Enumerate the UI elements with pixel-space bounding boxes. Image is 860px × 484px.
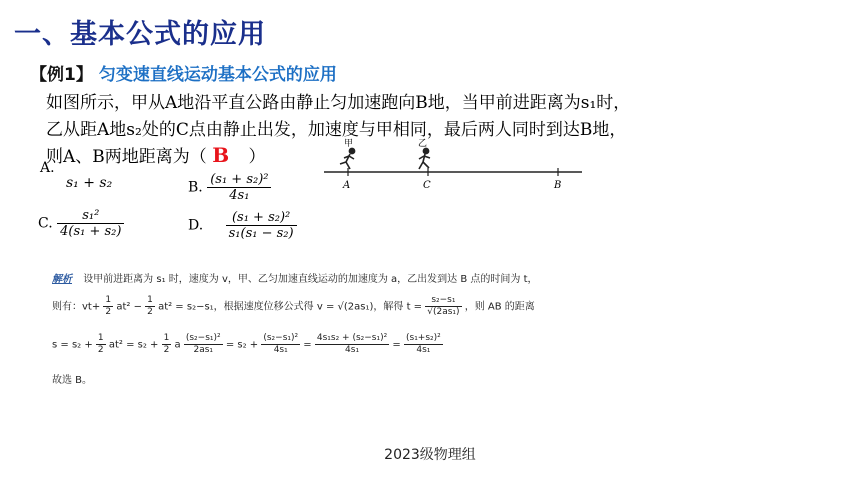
point-a-label: A bbox=[343, 180, 351, 191]
option-b-num: (s₁ + s₂)² bbox=[210, 172, 269, 187]
fraction-1-den: 2as₁ bbox=[184, 344, 223, 356]
solution-line-2-pre: 则有：vt+ bbox=[52, 301, 101, 313]
option-a-expr: s₁ + s₂ bbox=[66, 175, 113, 191]
option-d-den: s₁(s₁ − s₂) bbox=[226, 225, 297, 241]
option-d-label: D. bbox=[188, 217, 204, 234]
fraction-2 bbox=[261, 333, 300, 356]
half-fraction-2 bbox=[145, 295, 155, 318]
half-fraction-1 bbox=[103, 295, 113, 318]
fraction-1-num: (s₂−s₁)² bbox=[185, 333, 221, 343]
fraction-4-num: (s₁+s₂)² bbox=[406, 333, 441, 343]
option-b-fraction bbox=[207, 172, 271, 203]
problem-line-2: 乙从距A地s₂处的C点由静止出发，加速度与甲相同，最后两人同时到达B地， bbox=[46, 120, 627, 140]
example-tag: 【例1】 bbox=[30, 65, 93, 85]
t-den: √(2as₁) bbox=[427, 307, 460, 317]
half-num: 1 bbox=[163, 333, 170, 343]
half-fraction-3 bbox=[96, 333, 106, 356]
label-yi: 乙 bbox=[418, 139, 428, 149]
t-num: s₂−s₁ bbox=[431, 295, 456, 305]
option-b-label: B. bbox=[188, 179, 203, 196]
option-c-den: 4(s₁ + s₂) bbox=[57, 223, 124, 239]
problem-line-3-text: 则A、B两地距离为（ bbox=[46, 147, 207, 167]
solution-eq-1: = bbox=[303, 339, 312, 351]
solution-line-2 bbox=[52, 295, 535, 318]
t-fraction bbox=[425, 295, 461, 318]
solution-conclusion: 故选 B。 bbox=[52, 375, 93, 386]
fraction-2-den: 4s₁ bbox=[261, 344, 300, 356]
fraction-4-den: 4s₁ bbox=[404, 344, 443, 356]
solution-line-3-pre: s = s₂ + bbox=[52, 339, 93, 351]
fraction-2-num: (s₂−s₁)² bbox=[263, 333, 299, 343]
half-den: 2 bbox=[147, 307, 153, 317]
problem-line-3-close: ） bbox=[248, 147, 266, 167]
fraction-3-den: 4s₁ bbox=[315, 344, 389, 356]
option-c bbox=[38, 208, 124, 239]
option-d-fraction bbox=[226, 210, 297, 241]
point-b-label: B bbox=[554, 180, 562, 191]
option-c-num: s₁² bbox=[82, 208, 100, 223]
motion-figure bbox=[320, 138, 590, 194]
half-den: 2 bbox=[163, 345, 170, 355]
option-b-den: 4s₁ bbox=[207, 187, 271, 203]
section-title: 一、基本公式的应用 bbox=[14, 19, 266, 50]
example-topic: 匀变速直线运动基本公式的应用 bbox=[98, 65, 337, 85]
option-d bbox=[188, 210, 297, 241]
solution-line-3-a: at² = s₂ + bbox=[108, 339, 159, 351]
half-fraction-4 bbox=[162, 333, 172, 356]
half-den: 2 bbox=[97, 345, 104, 355]
label-jia: 甲 bbox=[344, 139, 354, 149]
half-num: 1 bbox=[147, 295, 153, 305]
fraction-1 bbox=[184, 333, 223, 356]
solution-line-2-mid2: at² = s₂−s₁，根据速度位移公式得 v = √(2as₁)，解得 t = bbox=[158, 301, 423, 313]
solution-tag: 解析 bbox=[52, 274, 72, 285]
solution-eq-s2: = s₂ + bbox=[225, 339, 259, 351]
fraction-3 bbox=[315, 333, 389, 356]
solution-line-3 bbox=[52, 333, 443, 356]
solution-line-3-b: a bbox=[174, 339, 181, 351]
solution-line-2-mid1: at² − bbox=[116, 301, 142, 313]
option-c-label: C. bbox=[38, 215, 53, 232]
solution-line-1 bbox=[52, 270, 537, 285]
point-c-label: C bbox=[423, 180, 431, 191]
runner-yi-icon bbox=[419, 148, 430, 169]
problem-line-1: 如图所示，甲从A地沿平直公路由静止匀加速跑向B地，当甲前进距离为s₁时， bbox=[46, 93, 631, 113]
problem-line-3 bbox=[46, 142, 266, 167]
half-num: 1 bbox=[97, 333, 104, 343]
answer-mark: B bbox=[212, 143, 230, 167]
fraction-4 bbox=[404, 333, 443, 356]
half-num: 1 bbox=[105, 295, 112, 305]
option-a-label: A. bbox=[40, 160, 55, 176]
solution-line-1-text: 设甲前进距离为 s₁ 时，速度为 v，甲、乙匀加速直线运动的加速度为 a，乙出发到达 B 点的时间为 t， bbox=[83, 274, 538, 285]
option-c-fraction bbox=[57, 208, 124, 239]
fraction-3-num: 4s₁s₂ + (s₂−s₁)² bbox=[316, 333, 388, 343]
runner-jia-icon bbox=[340, 148, 355, 169]
solution-line-2-post: ，则 AB 的距离 bbox=[464, 301, 535, 313]
option-d-num: (s₁ + s₂)² bbox=[231, 210, 291, 225]
half-den: 2 bbox=[105, 307, 112, 317]
solution-eq-2: = bbox=[392, 339, 401, 351]
option-b bbox=[188, 172, 271, 203]
example-heading bbox=[30, 60, 337, 85]
footer-text: 2023级物理组 bbox=[384, 447, 476, 463]
